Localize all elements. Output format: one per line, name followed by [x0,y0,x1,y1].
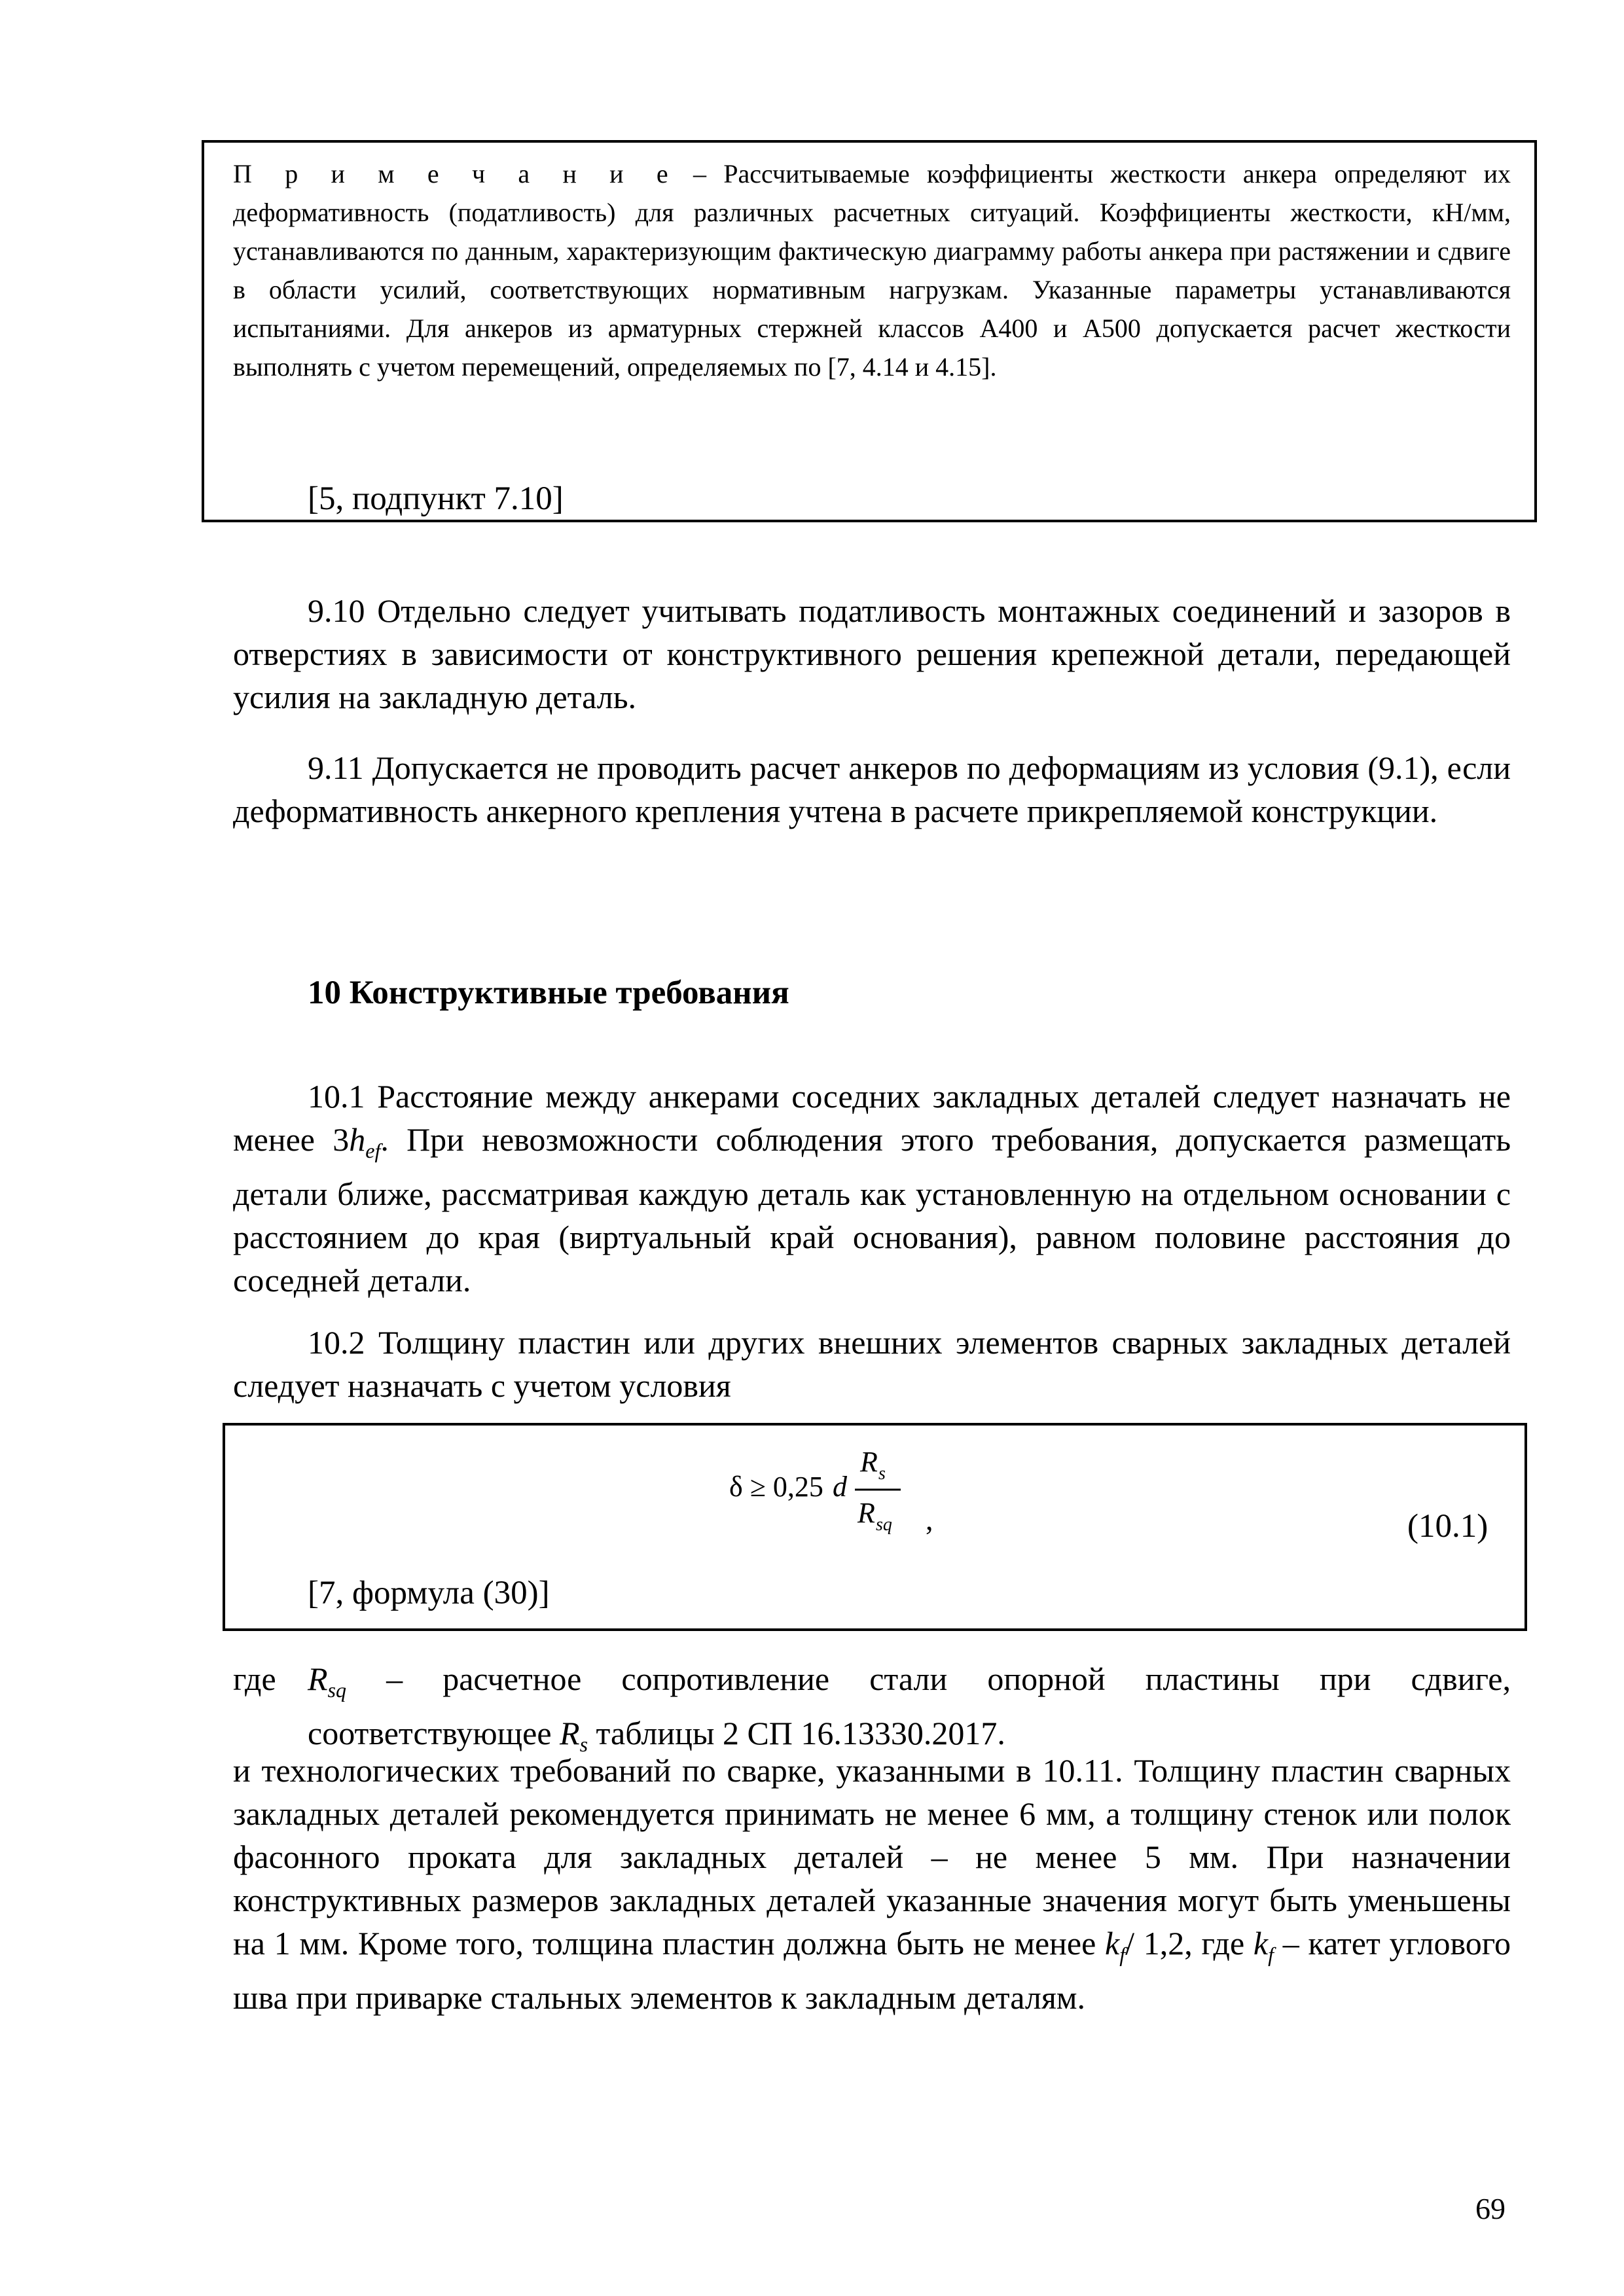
note-body: Рассчитываемые коэффициенты жесткости анкера определяют их деформативность (податливость) для различных расчетных ситуаций. Коэффициенты жесткости, кН/мм, устанавливаются по данным, характеризующим фактическую диаграмму работы анкера при растяжении и сдвиге в области усилий, соответствующих нормативным нагрузкам. Указанные параметры устанавливаются испытаниями. Для анкеров из арматурных стержней классов А400 и А500 допускается расчет жесткости выполнять с учетом перемещений, определяемых по [7, 4.14 и 4.15]. [233,159,1511,382]
note-reference: [5, подпункт 7.10] [308,480,564,517]
paragraph-10-2: 10.2 Толщину пластин или других внешних элементов сварных закладных деталей следует назначать с учетом условия [233,1324,1511,1404]
formula-denominator-sub: sq [876,1515,892,1535]
formula-numerator-sub: s [878,1463,886,1484]
formula-10-1 [729,1437,939,1543]
formula-denominator: R [857,1497,875,1529]
formula-number: (10.1) [1407,1508,1489,1545]
section-heading: 10 Конструктивные требования [308,975,789,1011]
formula-reference: [7, формула (30)] [308,1575,550,1611]
paragraph-10-1: 10.1 Расстояние между анкерами соседних закладных деталей следует назначать не менее $3h_{ef}$. При невозможности соблюдения этого требования, допускается размещать детали ближе, рассматривая каждую деталь как установленную на отдельном основании с расстоянием до края (виртуальный край основания), равном половине расстояния до соседней детали. [233,1078,1511,1299]
note-text: П р и м е ч а н и е – Рассчитываемые коэффициенты жесткости анкера определяют их деформативность (податливость) для различных расчетных ситуаций. Коэффициенты жесткости, кН/мм, устанавливаются по данным, характеризующим фактическую диаграмму работы анкера при растяжении и сдвиге в области усилий, соответствующих нормативным нагрузкам. Указанные параметры устанавливаются испытаниями. Для анкеров из арматурных стержней классов А400 и А500 допускается расчет жесткости выполнять с учетом перемещений, определяемых по [7, 4.14 и 4.15]. [233,159,1511,382]
paragraph-9-11: 9.11 Допускается не проводить расчет анкеров по деформациям из условия (9.1), если деформативность анкерного крепления учтена в расчете прикрепляемой конструкции. [233,749,1511,829]
formula-lhs: δ ≥ 0,25 [729,1471,823,1503]
paragraph-welding-requirements: и технологических требований по сварке, указанными в 10.11. Толщину пластин сварных закладных деталей рекомендуется принимать не менее 6 мм, а толщину стенок или полок фасонного проката для закладных деталей – не менее 5 мм. При назначении конструктивных размеров закладных деталей указанные значения могут быть уменьшены на 1 мм. Кроме того, толщина пластин должна быть не менее $k_f/$ 1,2, где $k_f$ – катет углового шва при приварке стальных элементов к закладным деталям. [233,1752,1511,2016]
note-label: П р и м е ч а н и е [233,159,676,188]
where-clause: где $R_{sq}$ – расчетное сопротивление стали опорной пластины при сдвиге, соответствующее $R_s$ таблицы 2 СП 16.13330.2017. [233,1657,1511,1766]
page-number: 69 [1475,2192,1506,2225]
formula-comma: , [926,1503,933,1536]
formula-numerator: R [860,1446,878,1478]
paragraph-9-10: 9.10 Отдельно следует учитывать податливость монтажных соединений и зазоров в отверстиях в зависимости от конструктивного решения крепежной детали, передающей усилия на закладную деталь. [233,592,1511,715]
formula-d: d [833,1471,847,1503]
formula-graphic [729,1437,939,1535]
where-word: где [233,1660,276,1697]
